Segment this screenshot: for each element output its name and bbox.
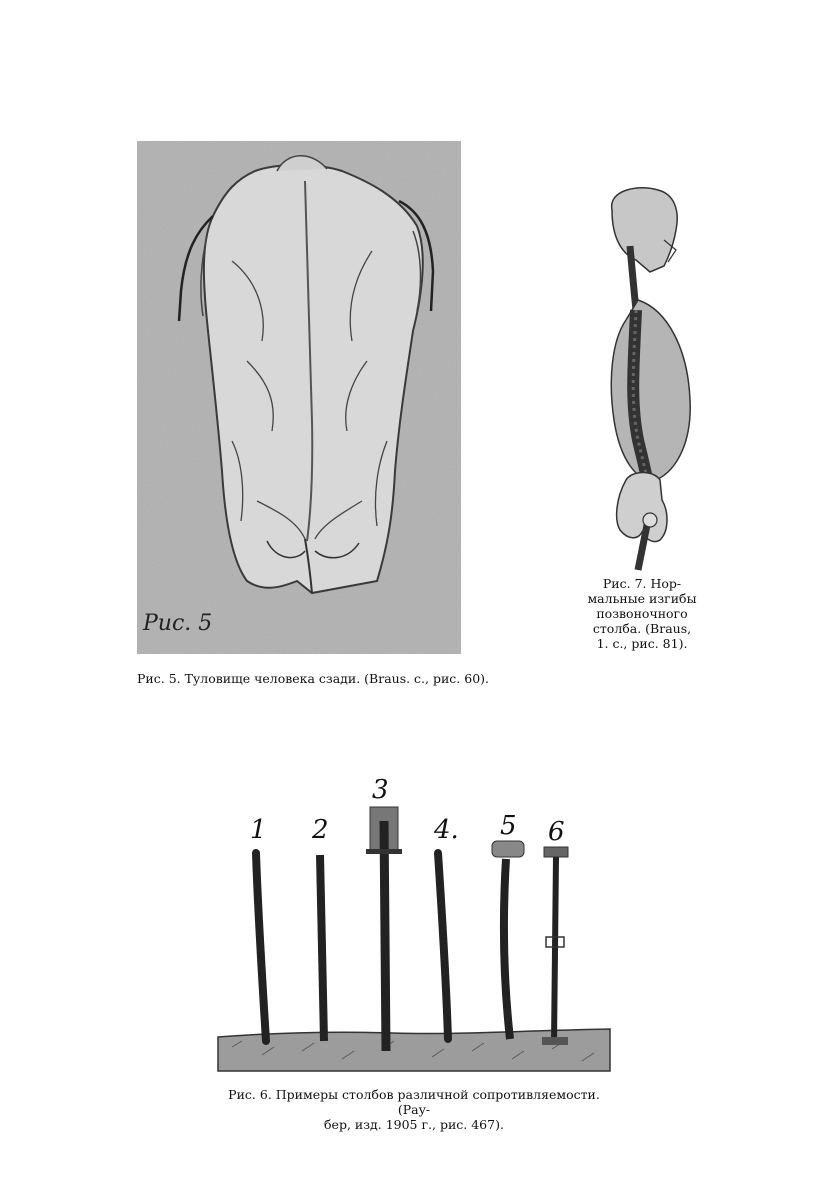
torso-sketch-image bbox=[137, 141, 461, 654]
figure-6-caption bbox=[214, 1087, 614, 1132]
handwritten-figure-label: Рис. 5 bbox=[143, 611, 213, 636]
caption-line: позвоночного bbox=[596, 606, 688, 621]
caption-line: Рис. 6. Примеры столбов различной сопротивляемости. (Рау- bbox=[228, 1087, 600, 1117]
spine-diagram bbox=[598, 180, 698, 572]
caption-line: столба. (Braus, bbox=[592, 621, 692, 636]
pole-label: 2 bbox=[312, 815, 329, 845]
poles-figure bbox=[212, 775, 614, 1075]
pole-label: 4. bbox=[434, 815, 459, 845]
figure-7-caption bbox=[586, 576, 698, 651]
spine-curvature-figure bbox=[598, 180, 698, 572]
caption-line: 1. с., рис. 81). bbox=[596, 636, 688, 651]
pole-label: 1 bbox=[250, 815, 267, 845]
pole-label: 5 bbox=[500, 811, 517, 841]
caption-line: Рис. 7. Нор- bbox=[602, 576, 682, 591]
pole-label: 3 bbox=[372, 775, 389, 805]
caption-line: мальные изгибы bbox=[587, 591, 697, 606]
figure-5-caption: Рис. 5. Туловище человека сзади. (Braus. с., рис. 60). bbox=[137, 671, 490, 686]
torso-drawing bbox=[137, 141, 461, 654]
caption-line: бер, изд. 1905 г., рис. 467). bbox=[324, 1117, 504, 1132]
pole-label: 6 bbox=[548, 817, 565, 847]
